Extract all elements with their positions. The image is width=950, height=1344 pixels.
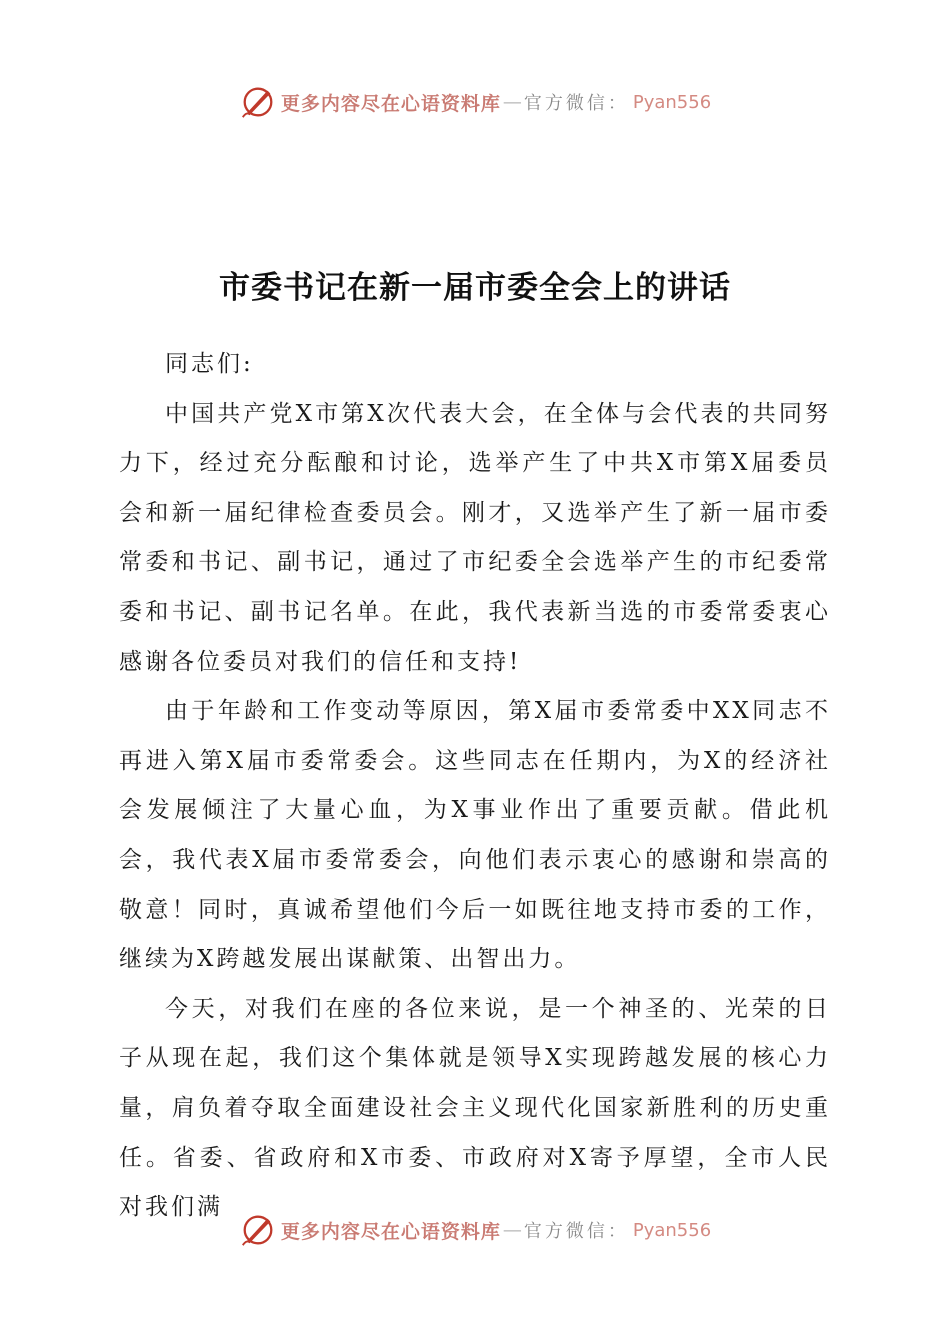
- banner-brand-text: 更多内容尽在心语资料库: [280, 92, 501, 115]
- document-body: [119, 340, 831, 1233]
- banner-wechat-id: Pyan556: [632, 1219, 712, 1241]
- banner-wechat-label: 官方微信：: [523, 93, 629, 114]
- footer-watermark-banner: [0, 1208, 950, 1252]
- banner-separator: —: [502, 1219, 522, 1241]
- salutation: 同志们:: [165, 351, 254, 377]
- header-watermark-banner: [0, 80, 950, 124]
- banner-wechat-id: Pyan556: [632, 91, 712, 113]
- pen-circle-logo-icon: [239, 1211, 277, 1249]
- document-title: 市委书记在新一届市委全会上的讲话: [219, 270, 731, 306]
- pen-circle-logo-icon: [239, 83, 277, 121]
- paragraph: 中国共产党X市第X次代表大会，在全体与会代表的共同努力下，经过充分酝酿和讨论，选举产生了中共X市第X届委员会和新一届纪律检查委员会。刚才，又选举产生了新一届市委常委和书记、副书记，通过了市纪委全会选举产生的市纪委常委和书记、副书记名单。在此，我代表新当选的市委常委衷心感谢各位委员对我们的信任和支持!: [119, 400, 831, 675]
- banner-separator: —: [502, 91, 522, 113]
- paragraph: 由于年龄和工作变动等原因，第X届市委常委中XX同志不再进入第X届市委常委会。这些同志在任期内，为X的经济社会发展倾注了大量心血，为X事业作出了重要贡献。借此机会，我代表X届市委常委会，向他们表示衷心的感谢和崇高的敬意！同时，真诚希望他们今后一如既往地支持市委的工作，继续为X跨越发展出谋献策、出智出力。: [119, 698, 831, 973]
- banner-brand-text: 更多内容尽在心语资料库: [280, 1220, 501, 1243]
- paragraph: 今天，对我们在座的各位来说，是一个神圣的、光荣的日子从现在起，我们这个集体就是领导X实现跨越发展的核心力量，肩负着夺取全面建设社会主义现代化国家新胜利的历史重任。省委、省政府和X市委、市政府对X寄予厚望，全市人民对我们满: [119, 995, 831, 1221]
- banner-wechat-label: 官方微信：: [523, 1221, 629, 1242]
